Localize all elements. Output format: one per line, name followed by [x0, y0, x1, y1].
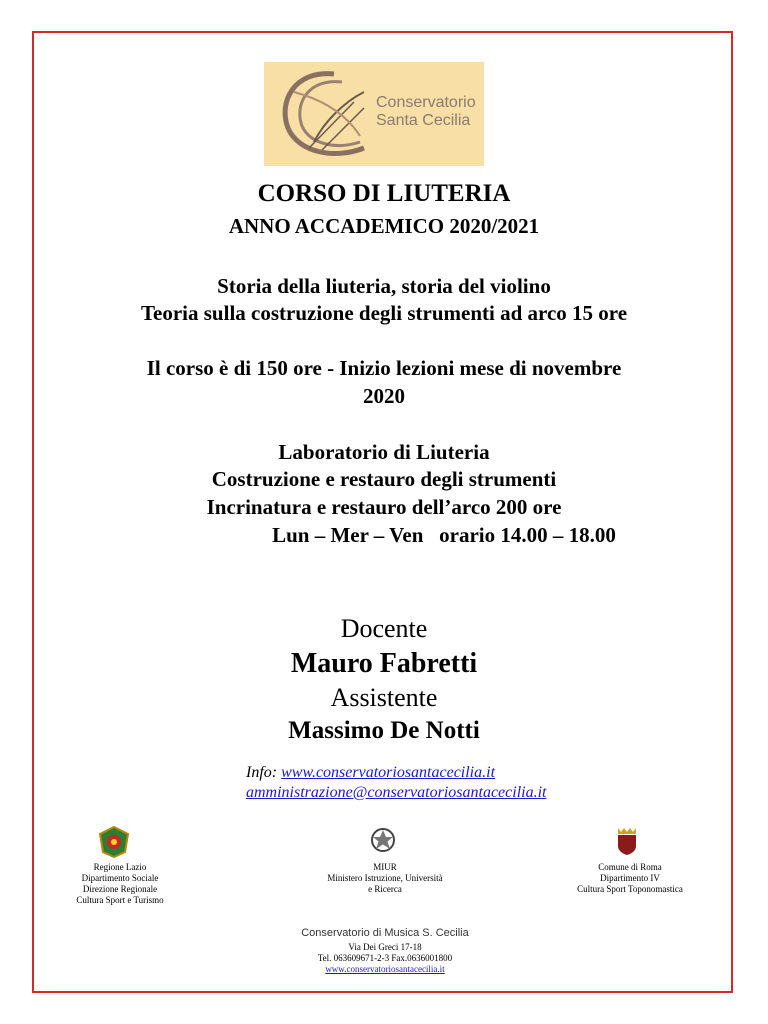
- logo-text: [376, 94, 476, 130]
- assistente-label: Assistente: [330, 683, 438, 712]
- footer-address: Via Dei Greci 17-18: [348, 942, 422, 952]
- partner-center-line1: MIUR: [373, 862, 397, 872]
- course-line-1: Storia della liuteria, storia del violino: [217, 274, 551, 298]
- lab-schedule: Lun – Mer – Ven orario 14.00 – 18.00: [272, 523, 616, 547]
- partner-left-line4: Cultura Sport e Turismo: [76, 895, 164, 905]
- duration-line-1: Il corso è di 150 ore - Inizio lezioni mese di novembre: [146, 356, 622, 380]
- footer-phone: Tel. 063609671-2-3 Fax.0636001800: [317, 953, 453, 963]
- footer-website-link[interactable]: www.conservatoriosantacecilia.it: [325, 964, 445, 974]
- comune-roma-emblem-icon: [615, 826, 639, 856]
- logo-line2: Santa Cecilia: [376, 112, 471, 129]
- assistente-name: Massimo De Notti: [288, 717, 480, 744]
- partner-right-line2: Dipartimento IV: [600, 873, 660, 883]
- partner-center-line3: e Ricerca: [368, 884, 402, 894]
- partner-right: [565, 862, 695, 895]
- duration-line-2: 2020: [363, 384, 405, 408]
- info-label: Info:: [246, 764, 278, 781]
- partner-center-line2: Ministero Istruzione, Università: [327, 873, 443, 883]
- partner-center: [310, 862, 460, 895]
- academic-year: ANNO ACCADEMICO 2020/2021: [228, 214, 540, 238]
- regione-lazio-emblem-icon: [97, 826, 131, 858]
- partner-right-line3: Cultura Sport Toponomastica: [577, 884, 683, 894]
- partner-left-line3: Direzione Regionale: [82, 884, 158, 894]
- footer-website-line: [240, 964, 530, 975]
- lab-line-3: Incrinatura e restauro dell’arco 200 ore: [206, 495, 562, 519]
- logo-line1: Conservatorio: [376, 94, 476, 111]
- email-link[interactable]: amministrazione@conservatoriosantacecilia.it: [246, 784, 547, 801]
- docente-name: Mauro Fabretti: [290, 648, 478, 679]
- docente-label: Docente: [340, 614, 428, 643]
- info-line: [246, 764, 495, 782]
- miur-emblem-icon: [370, 826, 396, 854]
- partner-left: [60, 862, 180, 906]
- partner-left-line2: Dipartimento Sociale: [81, 873, 159, 883]
- lab-line-2: Costruzione e restauro degli strumenti: [211, 467, 557, 491]
- email-line: [246, 784, 546, 802]
- website-link[interactable]: www.conservatoriosantacecilia.it: [281, 764, 496, 781]
- partner-left-line1: Regione Lazio: [93, 862, 147, 872]
- page-title: CORSO DI LIUTERIA: [257, 180, 511, 207]
- lab-line-1: Laboratorio di Liuteria: [278, 440, 490, 464]
- footer-title: Conservatorio di Musica S. Cecilia: [301, 927, 469, 939]
- conservatorio-logo: [264, 62, 484, 166]
- course-line-2: Teoria sulla costruzione degli strumenti ad arco 15 ore: [140, 301, 628, 325]
- partner-right-line1: Comune di Roma: [598, 862, 662, 872]
